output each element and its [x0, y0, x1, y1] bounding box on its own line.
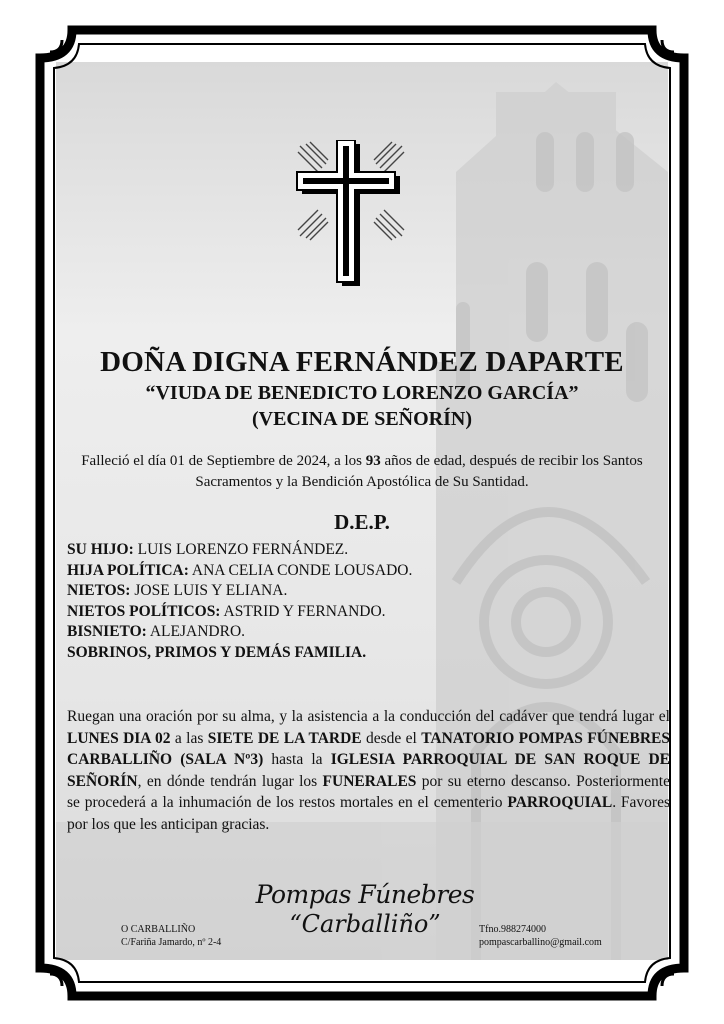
- funeral-home-address: [121, 923, 221, 949]
- deceased-name: DOÑA DIGNA FERNÁNDEZ DAPARTE: [100, 346, 624, 378]
- address-street: C/Fariña Jamardo, nº 2-4: [121, 937, 222, 948]
- contact-phone: Tfno.988274000: [479, 924, 546, 935]
- family-value: ANA CELIA CONDE LOUSADO.: [188, 561, 413, 579]
- family-line: [67, 540, 627, 561]
- cemetery-name: PARROQUIAL: [507, 794, 613, 811]
- family-line: [67, 561, 627, 582]
- family-label: NIETOS:: [67, 582, 131, 599]
- funeral-time: SIETE DE LA TARDE: [207, 729, 362, 747]
- prayer-text: . Favores por los que les anticipan gracias.: [67, 794, 670, 833]
- family-value: ASTRID Y FERNANDO.: [220, 602, 386, 620]
- funeral-details-paragraph: [67, 706, 670, 835]
- funeral-church: IGLESIA PARROQUIAL DE SAN ROQUE DE SEÑORÍN: [67, 751, 670, 790]
- neighbor-of-subtitle: (VECINA DE SEÑORÍN): [251, 408, 473, 430]
- widow-of-subtitle: “VIUDA DE BENEDICTO LORENZO GARCÍA”: [145, 382, 579, 404]
- death-announcement: [66, 451, 658, 493]
- family-line: [67, 622, 627, 643]
- prayer-text: , en dónde tendrán lugar los: [137, 772, 323, 790]
- funeral-origin: TANATORIO POMPAS FÚNEBRES CARBALLIÑO (SALA Nº3): [67, 729, 670, 768]
- family-label: HIJA POLÍTICA:: [67, 561, 189, 579]
- prayer-text: Ruegan una oración por su alma, y la asistencia a la conducción del cadáver que tendrá lugar el: [67, 708, 670, 725]
- family-label: NIETOS POLÍTICOS:: [67, 602, 221, 620]
- family-label: SOBRINOS, PRIMOS Y DEMÁS FAMILIA.: [67, 643, 367, 661]
- death-age: 93: [365, 453, 381, 469]
- death-date-text: Falleció el día 01 de Septiembre de 2024: [81, 453, 327, 469]
- family-label: BISNIETO:: [67, 623, 147, 640]
- family-value: LUIS LORENZO FERNÁNDEZ.: [133, 541, 349, 558]
- prayer-text: hasta la: [263, 751, 331, 768]
- death-rest-text: años de edad, después de recibir los Santos Sacramentos y la Bendición Apostólica de Su Santidad.: [195, 453, 643, 490]
- cross-icon: [296, 140, 406, 290]
- address-city: O CARBALLIÑO: [121, 924, 196, 935]
- death-age-prefix: , a los: [326, 453, 366, 469]
- prayer-text: a las: [170, 729, 208, 747]
- family-line: [67, 643, 627, 664]
- family-line: [67, 602, 627, 623]
- family-line: [67, 581, 627, 602]
- funeral-home-logo: [240, 880, 490, 950]
- rip-heading: D.E.P.: [334, 510, 390, 534]
- funeral-home-contact: [479, 923, 602, 949]
- family-list: [67, 540, 627, 663]
- contact-email: pompascarballino@gmail.com: [479, 937, 602, 948]
- funeral-day: LUNES DIA 02: [67, 729, 171, 747]
- prayer-text: por su eterno descanso. Posteriormente se procederá a la inhumación de los restos mortales en el cementerio: [67, 772, 670, 811]
- prayer-text: desde el: [361, 729, 422, 747]
- family-value: JOSE LUIS Y ELIANA.: [130, 582, 288, 599]
- logo-line-2: “Carballiño”: [289, 910, 441, 938]
- funerals-word: FUNERALES: [322, 772, 417, 790]
- family-label: SU HIJO:: [67, 541, 134, 558]
- family-value: ALEJANDRO.: [146, 623, 246, 640]
- logo-line-1: Pompas Fúnebres: [255, 880, 475, 909]
